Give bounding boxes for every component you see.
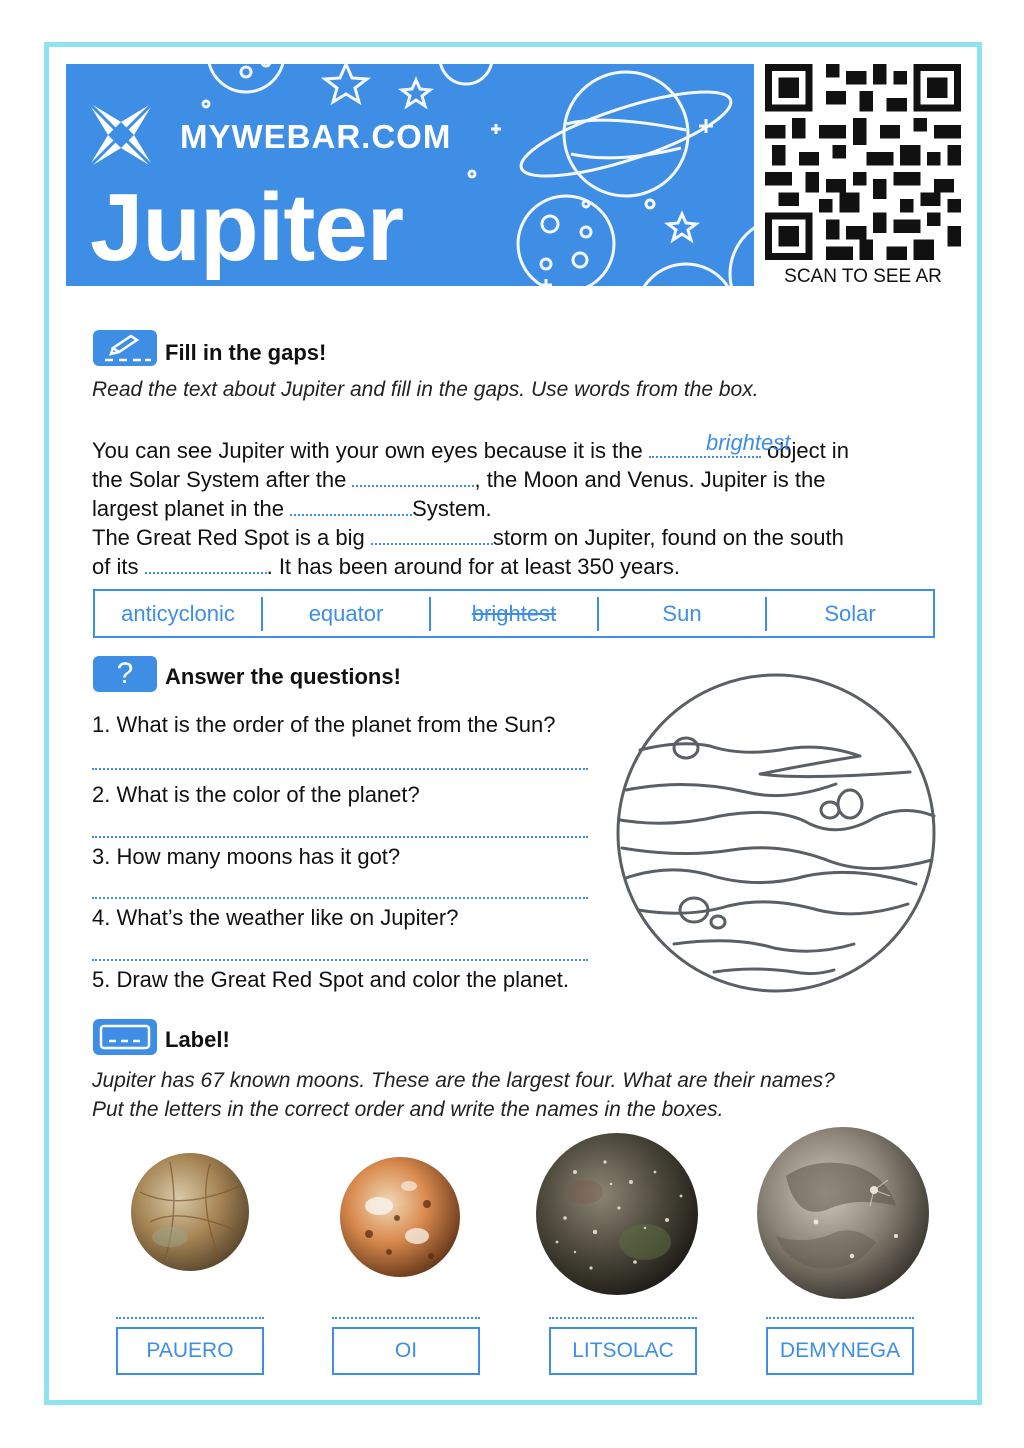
moon-4-scrambled-name: DEMYNEGA — [766, 1327, 914, 1375]
europa-moon-image — [130, 1152, 250, 1272]
answer-2-line[interactable] — [92, 836, 588, 838]
word-box — [93, 589, 935, 638]
answer-1-line[interactable] — [92, 768, 588, 770]
label-title: Label! — [165, 1027, 230, 1052]
gap-line-3: largest planet in the System. — [92, 496, 492, 521]
moon-4-answer-line[interactable] — [766, 1317, 914, 1319]
gap-line-1: You can see Jupiter with your own eyes because it is the object in — [92, 438, 849, 463]
answer-3-line[interactable] — [92, 897, 588, 899]
ganymede-moon-image — [756, 1126, 930, 1300]
answer-4-line[interactable] — [92, 959, 588, 961]
page-title: Jupiter — [90, 174, 404, 281]
qr-code-icon[interactable] — [765, 64, 961, 260]
jupiter-outline-drawing[interactable] — [614, 672, 938, 994]
moon-2-scrambled-name: OI — [332, 1327, 480, 1375]
fill-gaps-title: Fill in the gaps! — [165, 340, 327, 365]
mywebar-logo-icon — [86, 100, 156, 170]
word-option-used[interactable]: brightest — [429, 597, 597, 631]
question-4: 4. What’s the weather like on Jupiter? — [92, 905, 459, 930]
gap-line-2: the Solar System after the , the Moon and Venus. Jupiter is the — [92, 467, 826, 492]
header-banner — [66, 64, 754, 286]
io-moon-image — [339, 1156, 461, 1278]
gap-line-5: of its . It has been around for at least 350 years. — [92, 554, 680, 579]
moon-2-answer-line[interactable] — [332, 1317, 480, 1319]
question-mark-icon: ? — [93, 656, 157, 692]
gap-5-input[interactable] — [145, 552, 267, 574]
gap-1-filled-word: brightest — [706, 430, 791, 455]
word-option[interactable]: Solar — [765, 597, 933, 631]
question-2: 2. What is the color of the planet? — [92, 782, 420, 807]
site-name: MYWEBAR.COM — [180, 118, 452, 155]
gap-line-4: The Great Red Spot is a big storm on Jupiter, found on the south — [92, 525, 844, 550]
pencil-gaps-icon — [93, 330, 157, 366]
fill-gaps-instruction: Read the text about Jupiter and fill in the gaps. Use words from the box. — [92, 378, 759, 401]
word-option[interactable]: anticyclonic — [121, 600, 235, 626]
moon-3-scrambled-name: LITSOLAC — [549, 1327, 697, 1375]
word-option[interactable]: Sun — [597, 597, 765, 631]
callisto-moon-image — [535, 1132, 699, 1296]
label-instruction-2: Put the letters in the correct order and write the names in the boxes. — [92, 1098, 724, 1121]
questions-title: Answer the questions! — [165, 664, 401, 689]
label-instruction-1: Jupiter has 67 known moons. These are the largest four. What are their names? — [92, 1069, 835, 1092]
qr-caption: SCAN TO SEE AR — [784, 266, 942, 287]
moon-3-answer-line[interactable] — [549, 1317, 697, 1319]
label-box-icon — [93, 1019, 157, 1055]
question-1: 1. What is the order of the planet from the Sun? — [92, 712, 556, 737]
question-5: 5. Draw the Great Red Spot and color the planet. — [92, 967, 569, 992]
moon-1-scrambled-name: PAUERO — [116, 1327, 264, 1375]
gap-3-input[interactable] — [290, 494, 412, 516]
gap-4-input[interactable] — [371, 523, 493, 545]
gap-2-input[interactable] — [352, 465, 474, 487]
word-option[interactable]: equator — [261, 597, 429, 631]
question-3: 3. How many moons has it got? — [92, 844, 401, 869]
moon-1-answer-line[interactable] — [116, 1317, 264, 1319]
